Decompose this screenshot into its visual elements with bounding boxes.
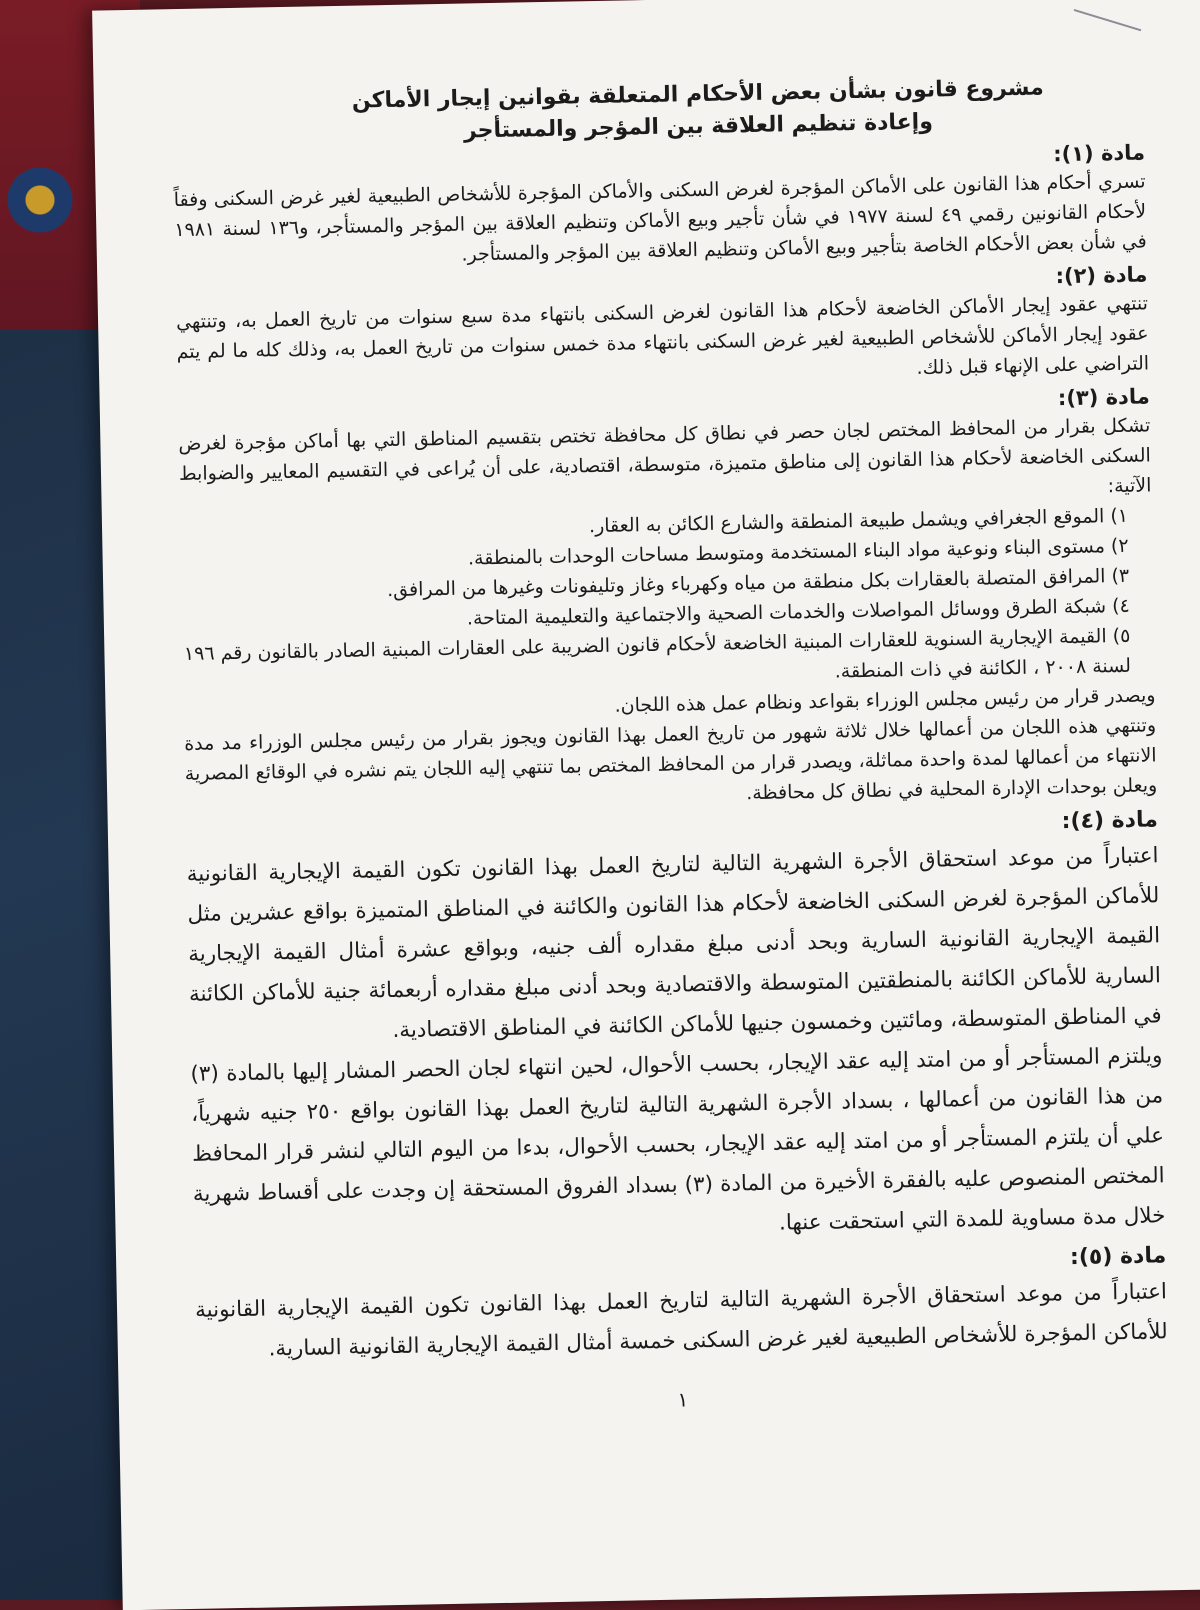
document-title	[252, 70, 1145, 151]
article-4	[186, 804, 1166, 1255]
article-3	[178, 382, 1158, 819]
article-4-heading: مادة (٤):	[1061, 807, 1159, 835]
article-1-text: تسري أحكام هذا القانون على الأماكن المؤجرة لغرض السكنى والأماكن المؤجرة للأشخاص الطبيعية لغير غرض السكنى وفقاً لأحكام القانونين رقمي ٤٩ لسنة ١٩٧٧ في شأن تأجير وبيع الأماكن وتنظيم العلاقة بين المؤجر والمستأجر، و١٣٦ لسنة ١٩٨١ في شأن بعض الأحكام الخاصة بتأجير وبيع الأماكن وتنظيم العلاقة بين المؤجر والمستأجر.	[173, 170, 1147, 266]
article-2-heading: مادة (٢):	[1055, 262, 1148, 289]
article-3-paragraph-2: ويصدر قرار من رئيس مجلس الوزراء بقواعد ونظام عمل هذه اللجان.	[614, 684, 1156, 717]
article-5-text: اعتباراً من موعد استحقاق الأجرة الشهرية التالية لتاريخ العمل بهذا القانون تكون القيمة الإيجارية القانونية للأماكن المؤجرة للأشخاص الطبيعية لغير غرض السكنى خمسة أمثال القيمة الإيجارية القانونية السارية.	[194, 1279, 1168, 1362]
article-5-heading: مادة (٥):	[1069, 1243, 1167, 1271]
article-4-paragraph-1: اعتباراً من موعد استحقاق الأجرة الشهرية التالية لتاريخ العمل بهذا القانون تكون القيمة الإيجارية القانونية للأماكن المؤجرة لغرض السكنى الخاضعة لأحكام هذا القانون والكائنة في المناطق المتميزة بواقع عشرين مثل القيمة الإيجارية القانونية السارية وبحد أدنى مبلغ مقداره ألف جنيه، وبواقع عشرة أمثال القيمة الإيجارية السارية للأماكن الكائنة بالمنطقتين المتوسطة والاقتصادية وبحد أدنى مبلغ مقداره أربعمائة جنية للأماكن الكائنة في المناطق المتوسطة، ومائتين وخمسون جنيها للأماكن الكائنة في المناطق الاقتصادية.	[186, 843, 1162, 1044]
article-3-paragraph-3: وتنتهي هذه اللجان من أعمالها خلال ثلاثة شهور من تاريخ العمل بهذا القانون ويجوز بقرار من رئيس مجلس الوزراء مد مدة الانتهاء من أعمالها لمدة واحدة مماثلة، ويصدر قرار من المحافظ المختص بما تنتهي إليه اللجان يتم نشره في الوقائع المصرية ويعلن بوحدات الإدارة المحلية في نطاق كل محافظة.	[183, 714, 1158, 805]
title-line-1: مشروع قانون بشأن بعض الأحكام المتعلقة بقوانين إيجار الأماكن	[351, 75, 1045, 114]
pen-mark	[1074, 9, 1142, 31]
article-3-heading: مادة (٣):	[1057, 384, 1150, 411]
article-1-heading: مادة (١):	[1052, 140, 1146, 167]
document-page	[92, 0, 1200, 1610]
page-number: ١	[677, 1387, 689, 1412]
title-line-2: وإعادة تنظيم العلاقة بين المؤجر والمستأجر	[463, 109, 934, 144]
article-1	[173, 138, 1147, 275]
document-body	[172, 70, 1169, 1420]
criteria-item: ٥) القيمة الإيجارية السنوية للعقارات المبنية الخاضعة لأحكام قانون الضريبة على العقارات المبنية الصادر بالقانون رقم ١٩٦ لسنة ٢٠٠٨ ، الكائنة في ذات المنطقة.	[183, 624, 1132, 683]
criteria-item: ٣) المرافق المتصلة بالعقارات بكل منطقة من مياه وكهرباء وغاز وتليفونات وغيرها من المرافق.	[386, 564, 1130, 602]
criteria-item: ٤) شبكة الطرق ووسائل المواصلات والخدمات الصحية والاجتماعية والتعليمية المتاحة.	[466, 594, 1130, 630]
article-4-paragraph-2: ويلتزم المستأجر أو من امتد إليه عقد الإيجار، بحسب الأحوال، لحين انتهاء لجان الحصر المشار إليها بالمادة (٣) من هذا القانون من أعمالها ، بسداد الأجرة الشهرية التالية لتاريخ العمل بهذا القانون بواقع ٢٥٠ جنيه شهرياً، علي أن يلتزم المستأجر أو من امتد إليه عقد الإيجار، بحسب الأحوال، بدءا من اليوم التالي لنشر قرار المحافظ المختص المنصوص عليه بالفقرة الأخيرة من المادة (٣) بسداد الفروق المستحقة إن وجدت على أقساط شهرية خلال مدة مساوية للمدة التي استحقت عنها.	[190, 1043, 1166, 1236]
article-3-intro: تشكل بقرار من المحافظ المختص لجان حصر في نطاق كل محافظة تختص بتقسيم المناطق التي بها أماكن مؤجرة لغرض السكنى الخاضعة لأحكام هذا القانون إلى مناطق متميزة، متوسطة، اقتصادية، على أن يُراعى في التقسيم المعايير والضوابط الآتية:	[178, 414, 1152, 498]
criteria-item: ١) الموقع الجغرافي ويشمل طبيعة المنطقة والشارع الكائن به العقار.	[588, 504, 1129, 538]
article-2	[175, 260, 1149, 397]
lower-section	[186, 804, 1168, 1371]
article-5	[194, 1240, 1168, 1371]
article-2-text: تنتهي عقود إيجار الأماكن الخاضعة لأحكام هذا القانون لغرض السكنى بانتهاء مدة سبع سنوات من تاريخ العمل به، وتنتهي عقود إيجار الأماكن للأشخاص الطبيعية لغير غرض السكنى بانتهاء مدة خمس سنوات من تاريخ العمل به، وذلك كله ما لم يتم التراضي على الإنهاء قبل ذلك.	[175, 292, 1150, 379]
criteria-item: ٢) مستوى البناء ونوعية مواد البناء المستخدمة ومتوسط مساحات الوحدات بالمنطقة.	[467, 534, 1129, 570]
